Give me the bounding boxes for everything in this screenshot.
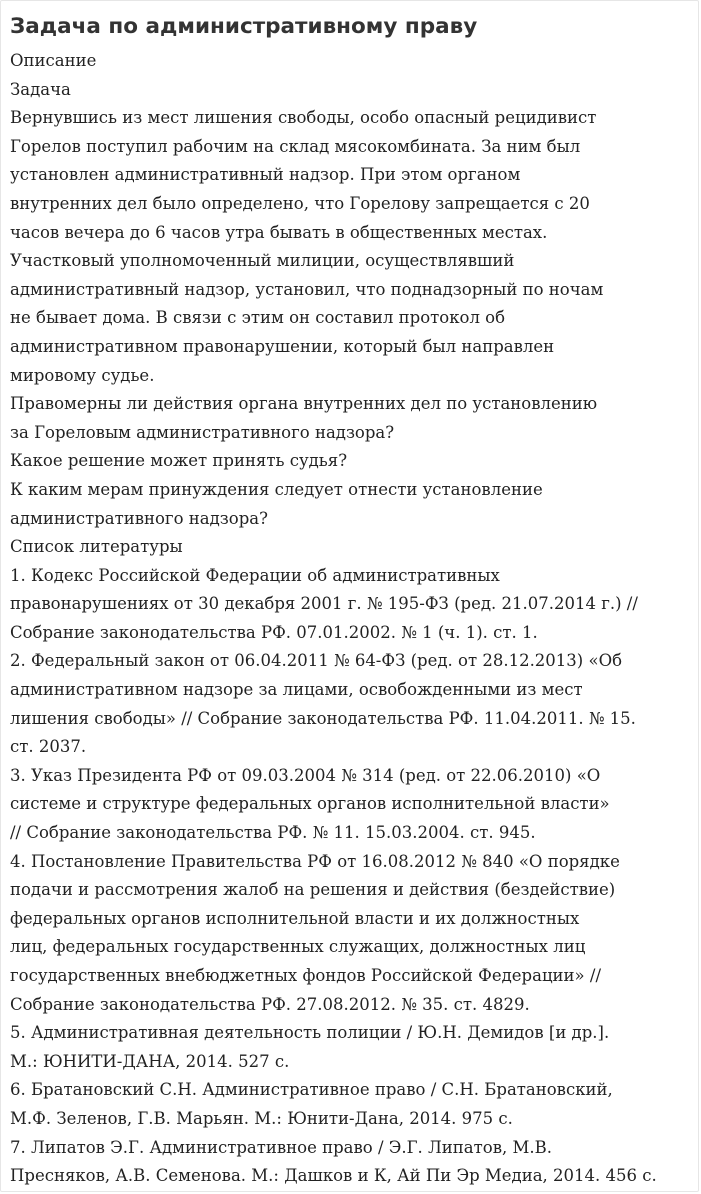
text-line: часов вечера до 6 часов утра бывать в общественных местах. [10,222,548,242]
text-line: Список литературы [10,537,183,557]
text-line: правонарушениях от 30 декабря 2001 г. № 195-ФЗ (ред. 21.07.2014 г.) // [10,594,638,614]
text-line: 3. Указ Президента РФ от 09.03.2004 № 314 (ред. от 22.06.2010) «О [10,765,601,785]
text-line: ст. 2037. [10,737,87,757]
text-line: 2. Федеральный закон от 06.04.2011 № 64-ФЗ (ред. от 28.12.2013) «Об [10,651,623,671]
text-line: 1. Кодекс Российской Федерации об административных [10,565,500,585]
text-line: Участковый уполномоченный милиции, осуществлявший [10,251,515,271]
text-line: лишения свободы» // Собрание законодательства РФ. 11.04.2011. № 15. [10,708,636,728]
text-line: внутренних дел было определено, что Горелову запрещается с 20 [10,193,590,213]
text-line: Правомерны ли действия органа внутренних дел по установлению [10,394,598,414]
text-line: Какое решение может принять судья? [10,451,348,471]
text-line: не бывает дома. В связи с этим он составил протокол об [10,308,506,328]
text-line: административном надзоре за лицами, освобожденными из мест [10,680,583,700]
text-line: М.: ЮНИТИ-ДАНА, 2014. 527 с. [10,1051,290,1071]
text-line: 7. Липатов Э.Г. Административное право / Э.Г. Липатов, М.В. [10,1137,552,1157]
text-line: 5. Административная деятельность полиции / Ю.Н. Демидов [и др.]. [10,1023,610,1043]
text-line: федеральных органов исполнительной власти и их должностных [10,908,580,928]
document-title: Задача по административному праву [10,14,478,39]
text-line: Вернувшись из мест лишения свободы, особо опасный рецидивист [10,108,597,128]
text-line: Горелов поступил рабочим на склад мясокомбината. За ним был [10,136,581,156]
text-line: административный надзор, установил, что поднадзорный по ночам [10,279,604,299]
text-line: подачи и рассмотрения жалоб на решения и действия (бездействие) [10,880,616,900]
text-line: установлен административный надзор. При этом органом [10,165,521,185]
text-line: Задача [10,79,71,99]
text-line: за Гореловым административного надзора? [10,422,395,442]
text-line: // Собрание законодательства РФ. № 11. 15.03.2004. ст. 945. [10,823,536,843]
text-line: мировому судье. [10,365,155,385]
text-line: М.Ф. Зеленов, Г.В. Марьян. М.: Юнити-Дана, 2014. 975 с. [10,1108,513,1128]
text-line: системе и структуре федеральных органов исполнительной власти» [10,794,610,814]
text-line: Описание [10,51,97,70]
text-line: Собрание законодательства РФ. 27.08.2012. № 35. ст. 4829. [10,994,530,1014]
text-line: административном правонарушении, который был направлен [10,336,555,356]
text-line: Собрание законодательства РФ. 07.01.2002. № 1 (ч. 1). ст. 1. [10,622,538,642]
text-line: 4. Постановление Правительства РФ от 16.08.2012 № 840 «О порядке [10,851,620,871]
text-line: административного надзора? [10,508,268,528]
text-line: Пресняков, А.В. Семенова. М.: Дашков и К, Ай Пи Эр Медиа, 2014. 456 с. [10,1166,657,1186]
document-body [10,47,690,1191]
text-line: государственных внебюджетных фондов Российской Федерации» // [10,966,602,985]
text-line: лиц, федеральных государственных служащих, должностных лиц [10,937,586,957]
text-line: 6. Братановский С.Н. Административное право / С.Н. Братановский, [10,1080,613,1100]
text-line: К каким мерам принуждения следует отнести установление [10,479,543,499]
